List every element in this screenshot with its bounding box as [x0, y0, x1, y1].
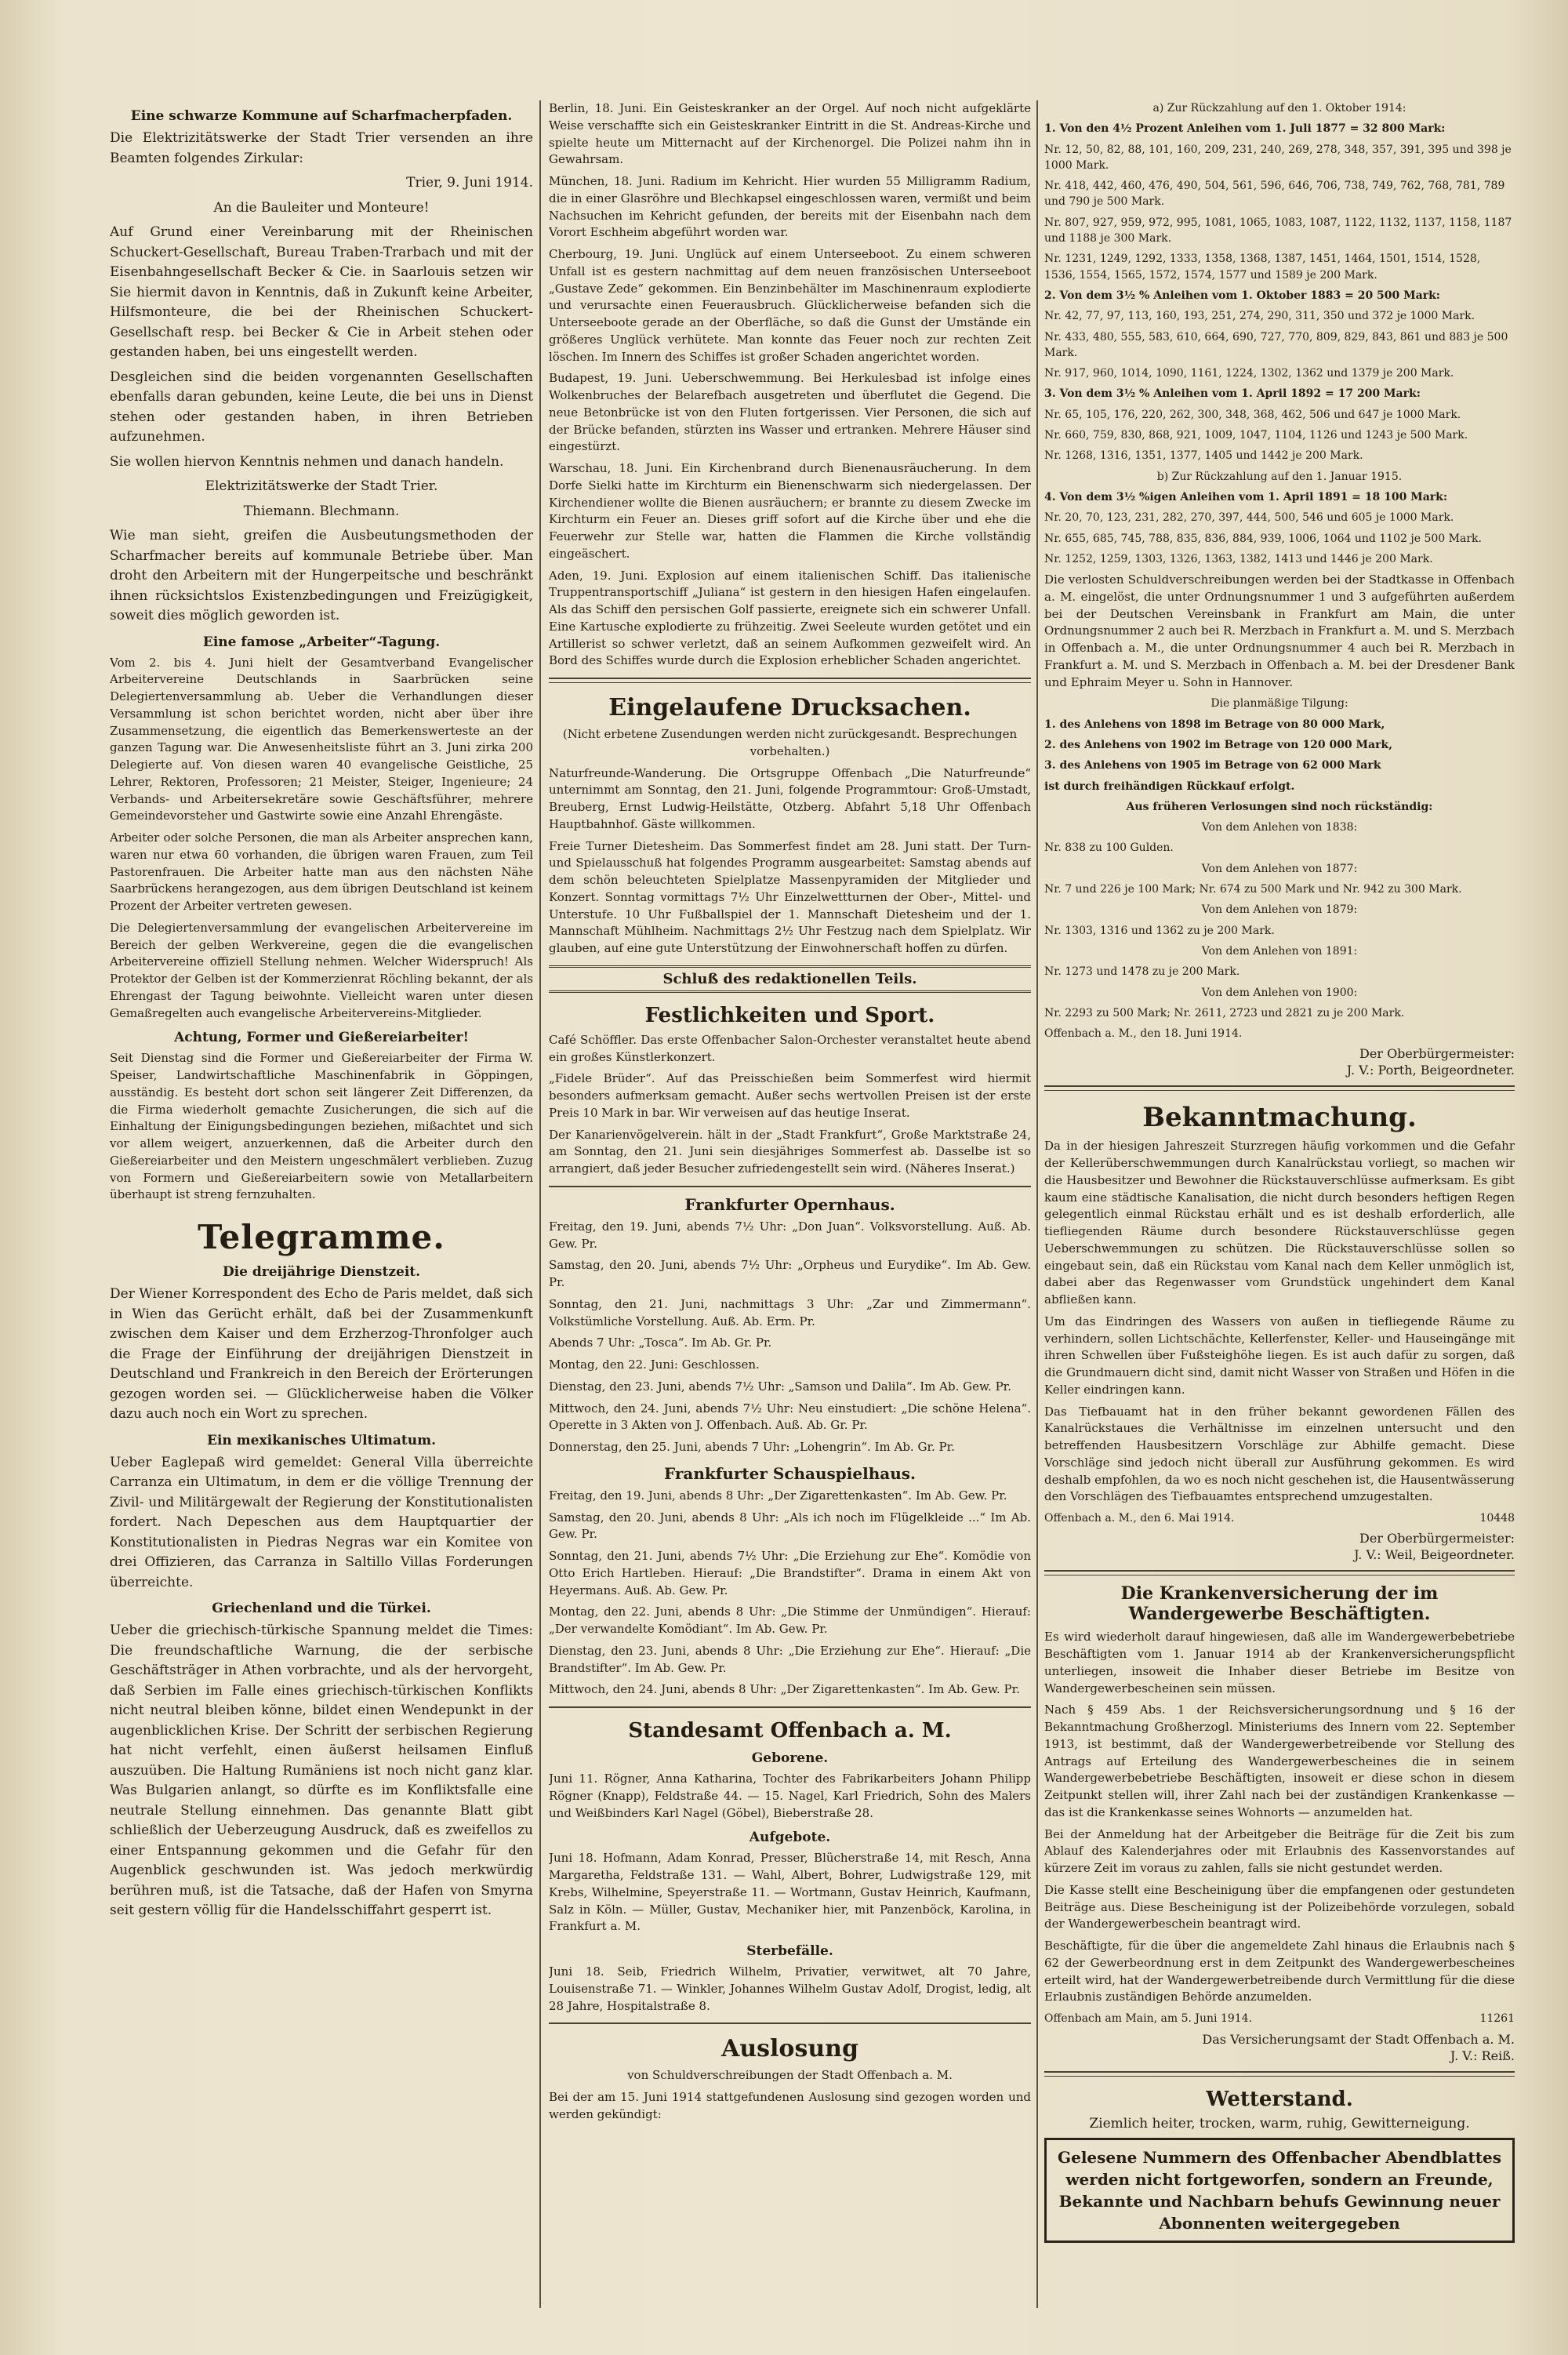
article-heading: Achtung, Former und Gießereiarbeiter! [174, 1030, 469, 1046]
divider [1044, 1085, 1515, 1091]
news-item: „Fidele Brüder“. Auf das Preisschießen beim Sommerfest wird hiermit besonders aufmerksam gemacht. Außer sechs wertvollen Preisen ist der erste Preis 10 Mark in bar. Wir verweisen auf das heutige Inserat. [549, 1071, 1031, 1120]
paragraph: Die Delegiertenversammlung der evangelischen Arbeitervereine im Bereich der gelben Werkvereine, gegen die die evangelischen Arbeitervereine offiziell Stellung nehmen. Welcher Widerspruch! Als Protektor der Gelben ist der Kommerzienrat Röchling bekannt, der als Ehrengast der Tagung beiwohnte. Vielleicht waren unter diesen Gemaßregelten auch evangelische Arbeitervereins-Mitglieder. [110, 920, 533, 1020]
paragraph: Die Elektrizitätswerke der Stadt Trier versenden an ihre Beamten folgendes Zirkular: [110, 130, 533, 166]
paragraph: Die verlosten Schuldverschreibungen werden bei der Stadtkasse in Offenbach a. M. eingelöst, die unter Ordnungsnummer 1 und 3 aufgeführten außerdem bei der Deutschen Vereinsbank in Frankfurt am Main, die unter Ordnungsnummer 2 auch bei R. Merzbach in Frankfurt a. M. und S. Merzbach in Offenbach a. M., die unter Ordnungsnummer 4 auch bei R. Merzbach in Frankfurt a. M. und S. Merzbach in Offenbach a. M. bei der Dresdener Bank und Ephraim Meyer u. Sohn in Hannover. [1044, 572, 1515, 689]
table-row: ist durch freihändigen Rückkauf erfolgt. [1044, 780, 1295, 793]
paragraph: Die Kasse stellt eine Bescheinigung über die empfangenen oder gestundeten Beiträge aus. Diese Bescheinigung ist der Polizeibehörde vorzulegen, sobald der Wandergewerbeschein beantragt wird. [1044, 1882, 1515, 1932]
program-entry: Mittwoch, den 24. Juni, abends 7½ Uhr: Neu einstudiert: „Die schöne Helena“. Operette in 3 Akten von J. Offenbach. Auß. Ab. Gr. Pr. [549, 1401, 1031, 1433]
section-title-standesamt: Standesamt Offenbach a. M. [628, 1719, 952, 1743]
table-row: Nr. 1231, 1249, 1292, 1333, 1358, 1368, 1387, 1451, 1464, 1501, 1514, 1528, 1536, 1554, 1565, 1572, 1574, 1577 und 1589 je 200 Mark. [1044, 253, 1481, 282]
program-entry: Dienstag, den 23. Juni, abends 7½ Uhr: „Samson und Dalila“. Im Ab. Gew. Pr. [549, 1379, 1011, 1394]
program-entry: Freitag, den 19. Juni, abends 8 Uhr: „Der Zigarettenkasten“. Im Ab. Gew. Pr. [549, 1488, 1007, 1503]
subheading: von Schuldverschreibungen der Stadt Offenbach a. M. [627, 2068, 953, 2083]
table-row: Nr. 1252, 1259, 1303, 1326, 1363, 1382, 1413 und 1446 je 200 Mark. [1044, 552, 1433, 565]
table-row: Nr. 660, 759, 830, 868, 921, 1009, 1047, 1104, 1126 und 1243 je 500 Mark. [1044, 429, 1468, 442]
divider [549, 678, 1031, 683]
news-item: Café Schöffler. Das erste Offenbacher Salon-Orchester veranstaltet heute abend ein großes Künstlerkonzert. [549, 1032, 1031, 1064]
paragraph: Sie wollen hiervon Kenntnis nehmen und danach handeln. [110, 453, 504, 470]
paragraph: Bei der am 15. Juni 1914 stattgefundenen Auslosung sind gezogen worden und werden gekündigt: [549, 2090, 1031, 2121]
paragraph: Arbeiter oder solche Personen, die man als Arbeiter ansprechen kann, waren nur etwa 60 vorhanden, die übrigen waren Frauen, zum Teil Pastorenfrauen. Die Arbeiter hatte man aus den nächsten Nähe Saarbrückens herangezogen, aus dem übrigen Deutschland ist keinem Prozent der Arbeiter vertreten gewesen. [110, 830, 533, 913]
program-entry: Dienstag, den 23. Juni, abends 8 Uhr: „Die Erziehung zur Ehe“. Hierauf: „Die Brandstifter“. Im Ab. Gew. Pr. [549, 1643, 1031, 1675]
divider [1044, 1570, 1515, 1575]
news-item: Budapest, 19. Juni. Ueberschwemmung. Bei Herkulesbad ist infolge eines Wolkenbruches der Belarefbach ausgetreten und überflutet die Gegend. Die neue Betonbrücke ist von den Fluten fortgerissen. Vier Personen, die sich auf der Brücke befanden, stürzten ins Wasser und ertranken. Mehrere Häuser sind eingestürzt. [549, 371, 1031, 454]
table-heading: 2. Von dem 3½ % Anleihen vom 1. Oktober 1883 = 20 500 Mark: [1044, 289, 1440, 302]
signature: Der Oberbürgermeister: [1359, 1531, 1515, 1546]
article-heading: Eine famose „Arbeiter“-Tagung. [202, 634, 441, 650]
table-row: Nr. 838 zu 100 Gulden. [1044, 841, 1174, 855]
section-title-krankenversicherung: Die Krankenversicherung der im Wandergewerbe Beschäftigten. [1120, 1583, 1439, 1625]
signature: J. V.: Porth, Beigeordneter. [1346, 1063, 1515, 1078]
signature: J. V.: Reiß. [1450, 2048, 1515, 2063]
table-row: 2. des Anlehens von 1902 im Betrage von 120 000 Mark, [1044, 738, 1393, 751]
table-heading: Von dem Anlehen von 1877: [1201, 862, 1358, 875]
table-row: 1. des Anlehens von 1898 im Betrage von 80 000 Mark, [1044, 718, 1385, 731]
table-row: Nr. 20, 70, 123, 231, 282, 270, 397, 444, 500, 546 und 605 je 1000 Mark. [1044, 511, 1454, 525]
table-row: Nr. 917, 960, 1014, 1090, 1161, 1224, 1302, 1362 und 1379 je 200 Mark. [1044, 367, 1454, 380]
program-entry: Freitag, den 19. Juni, abends 7½ Uhr: „Don Juan“. Volksvorstellung. Auß. Ab. Gew. Pr. [549, 1219, 1031, 1251]
table-row: Nr. 1303, 1316 und 1362 zu je 200 Mark. [1044, 924, 1275, 937]
column-middle [549, 100, 1031, 2308]
news-item: Aden, 19. Juni. Explosion auf einem italienischen Schiff. Das italienische Truppentransportschiff „Juliana“ ist gestern in den hiesigen Hafen eingelaufen. Als das Schiff den persischen Golf passierte, ereignete sich ein schwerer Unfall. Eine Kartusche explodierte zu frühzeitig. Zwei Seeleute wurden getötet und ein Artillerist so schwer verletzt, daß an seinem Aufkommen gezweifelt wird. An Bord des Schiffes wurde durch die Explosion erheblicher Schaden angerichtet. [549, 568, 1031, 668]
paragraph: Beschäftigte, für die über die angemeldete Zahl hinaus die Erlaubnis nach § 62 der Gewerbeordnung erst in dem Zeitpunkt des Wandergewerbescheines erteilt wird, hat der Wandergewerbetreibende durch Vermittlung für die diese Erlaubnis zuständigen Behörde anzumelden. [1044, 1939, 1515, 2004]
news-item: Freie Turner Dietesheim. Das Sommerfest findet am 28. Juni statt. Der Turn- und Spielausschuß hat folgendes Programm ausgearbeitet: Samstag abends auf dem schön beleuchteten Spielplatze Massenpyramiden der Mitglieder und Konzert. Sonntag vormittags 7½ Uhr Einzelwettturnen der Ober-, Mittel- und Unterstufe. 10 Uhr Fußballspiel der 1. Mannschaft Dietesheim und der 1. Mannschaft Mühlheim. Nachmittags 2½ Uhr Festzug nach dem Spielplatz. Wir glauben, auf eine gute Unterstützung der Einwohnerschaft hoffen zu dürfen. [549, 838, 1031, 955]
paragraph: Auf Grund einer Vereinbarung mit der Rheinischen Schuckert-Gesellschaft, Bureau Traben-Trarbach und mit der Eisenbahngesellschaft Becker & Cie. in Saarlouis setzen wir Sie hiermit davon in Kenntnis, daß in Zukunft keine Arbeiter, Hilfsmonteure, die bei der Rheinischen Schuckert-Gesellschaft resp. bei Becker & Cie in Arbeit stehen oder gestanden haben, bei uns eingestellt werden. [110, 224, 533, 360]
table-heading: 3. Von dem 3½ % Anleihen vom 1. April 1892 = 17 200 Mark: [1044, 387, 1421, 401]
program-entry: Samstag, den 20. Juni, abends 7½ Uhr: „Orpheus und Eurydike“. Im Ab. Gew. Pr. [549, 1258, 1031, 1289]
register-entry: Juni 18. Hofmann, Adam Konrad, Presser, Blücherstraße 14, mit Resch, Anna Margaretha, Feldstraße 131. — Wahl, Albert, Bohrer, Ludwigstraße 129, mit Krebs, Wilhelmine, Speyerstraße 11. — Wortmann, Gustav Heinrich, Kaufmann, Salz in Köln. — Müller, Gustav, Mechaniker hier, mit Panzenböck, Karolina, in Frankfurt a. M. [549, 1851, 1031, 1934]
table-row: 3. des Anlehens von 1905 im Betrage von 62 000 Mark [1044, 759, 1381, 772]
table-heading: Aus früheren Verlosungen sind noch rückständig: [1126, 800, 1433, 813]
table-heading: Die planmäßige Tilgung: [1210, 697, 1348, 710]
table-heading: Von dem Anlehen von 1891: [1201, 944, 1358, 958]
subheading: Sterbefälle. [746, 1943, 833, 1959]
program-entry: Abends 7 Uhr: „Tosca“. Im Ab. Gr. Pr. [549, 1336, 772, 1350]
ad-number: 11261 [1479, 2012, 1515, 2026]
subheading: Aufgebote. [749, 1830, 831, 1846]
signature: J. V.: Weil, Beigeordneter. [1354, 1547, 1515, 1563]
paragraph: Ueber die griechisch-türkische Spannung meldet die Times: Die freundschaftliche Warnung, die der serbische Geschäftsträger in Athen vorbrachte, und als der hervorgeht, daß Serbien im Falle eines griechisch-türkischen Konflikts nicht neutral bleiben könne, bildet einen Wendepunkt in der augenblicklichen Krise. Der Schritt der serbischen Regierung hat nicht verfehlt, einen äußerst heilsamen Einfluß auszuüben. Die Haltung Rumäniens ist noch nicht ganz klar. Was Bulgarien anlangt, so dürfte es im Konfliktsfalle eine neutrale Stellung einnehmen. Das genannte Blatt gibt schließlich der Ueberzeugung Ausdruck, daß es zweifellos zu einer Entspannung gekommen und die Gefahr für den Augenblick geschwunden ist. Was jedoch merkwürdig berühren muß, ist die Tatsache, daß der Hafen von Smyrna seit gestern völlig für die Handelsschiffahrt gesperrt ist. [110, 1623, 533, 1918]
paragraph: Da in der hiesigen Jahreszeit Sturzregen häufig vorkommen und die Gefahr der Kellerüberschwemmungen durch Kanalrückstau vorliegt, so machen wir die Hausbesitzer und Bewohner die Rückstauverschlüsse aufmerksam. Es gibt kaum eine städtische Kanalisation, die nicht durch besonders heftigen Regen gelegentlich einmal Rückstau erhält und es ist deshalb erforderlich, alle tiefliegenden Räume durch besondere Rückstauverschlüsse gegen Ueberschwemmungen zu schützen. Die Rückstauverschlüsse sollen so eingebaut sein, daß ein Rückstau vom Kanal nach dem Keller unmöglich ist, dabei aber das Regenwasser vom Grundstück ungehindert dem Kanal abfließen kann. [1044, 1139, 1515, 1307]
date-row [1044, 2011, 1515, 2026]
article-heading: Eine schwarze Kommune auf Scharfmacherpfaden. [130, 108, 513, 124]
paragraph: Wie man sieht, greifen die Ausbeutungsmethoden der Scharfmacher bereits auf kommunale Betriebe über. Man droht den Arbeitern mit der Hungerpeitsche und beschränkt ihnen rücksichtslos Existenzbedingungen und Freizügigkeit, soweit dies möglich geworden ist. [110, 528, 533, 623]
signature: Thiemann. Blechmann. [243, 503, 400, 519]
column-rule [1036, 100, 1038, 2308]
weather-forecast: Ziemlich heiter, trocken, warm, ruhig, Gewitterneigung. [1089, 2115, 1470, 2131]
section-title-schauspielhaus: Frankfurter Schauspielhaus. [664, 1463, 916, 1483]
news-item: Cherbourg, 19. Juni. Unglück auf einem Unterseeboot. Zu einem schweren Unfall ist es gestern nachmittag auf dem neuen französischen Unterseeboot „Gustave Zede“ gekommen. Ein Benzinbehälter im Maschinenraum explodierte und verursachte einen Feuerausbruch. Glücklicherweise befanden sich die Unterseeboote gerade an der Oberfläche, so daß die Gunst der Umstände ein größeres Unglück verhütete. Man konnte das Feuer noch zur rechten Zeit löschen. Im Innern des Schiffes ist großer Schaden angerichtet worden. [549, 247, 1031, 364]
divider [549, 2022, 1031, 2024]
section-note: (Nicht erbetene Zusendungen werden nicht zurückgesandt. Besprechungen vorbehalten.) [562, 727, 1018, 758]
paragraph: Seit Dienstag sind die Former und Gießereiarbeiter der Firma W. Speiser, Landwirtschaftliche Maschinenfabrik in Göppingen, ausständig. Es besteht dort schon seit längerer Zeit Differenzen, da die Firma wiederholt gemachte Zusicherungen, die sich auf die Einhaltung der Einigungsbedingungen beziehen, mißachtet und sich vor allem weigert, anzuerkennen, daß die Arbeiter durch den Gießereiarbeiter und den Meistern ungeschmälert verblieben. Zuzug von Formern und Gießereiarbeitern sowie von Metallarbeitern überhaupt ist streng fernzuhalten. [110, 1051, 533, 1202]
table-row: Nr. 433, 480, 555, 583, 610, 664, 690, 727, 770, 809, 829, 843, 861 und 883 je 500 Mark. [1044, 330, 1508, 359]
date-line: Offenbach a. M., den 6. Mai 1914. [1044, 1512, 1235, 1525]
date-row [1044, 1510, 1515, 1526]
program-entry: Montag, den 22. Juni: Geschlossen. [549, 1357, 760, 1372]
date-line: Offenbach am Main, am 5. Juni 1914. [1044, 2012, 1253, 2026]
table-heading: Von dem Anlehen von 1838: [1201, 821, 1358, 834]
paragraph: Ueber Eaglepaß wird gemeldet: General Villa überreichte Carranza ein Ultimatum, in dem er die völlige Trennung der Zivil- und Militärgewalt der Regierung der Konstitutionalisten fordert. Nach Depeschen aus dem Hauptquartier der Konstitutionalisten in Piedras Negras war ein Komitee von drei Offizieren, das Carranza in Saltillo Villas Forderungen überreichte. [110, 1454, 533, 1590]
section-title-festlichkeiten: Festlichkeiten und Sport. [644, 1003, 935, 1027]
news-item: Der Kanarienvögelverein. hält in der „Stadt Frankfurt“, Große Marktstraße 24, am Sonntag, den 21. Juni sein diesjähriges Sommerfest ab. Dasselbe ist so arrangiert, daß jeder Besucher zufriedengestellt sein wird. (Näheres Inserat.) [549, 1127, 1031, 1176]
signature: Elektrizitätswerke der Stadt Trier. [205, 478, 438, 494]
theatre-program [549, 1488, 1031, 1699]
salutation: An die Bauleiter und Monteure! [213, 199, 430, 216]
table-row: Nr. 418, 442, 460, 476, 490, 504, 561, 596, 646, 706, 738, 749, 762, 768, 781, 789 und 790 je 500 Mark. [1044, 180, 1505, 209]
end-of-editorial: Schluß des redaktionellen Teils. [549, 965, 1031, 993]
signature: Das Versicherungsamt der Stadt Offenbach a. M. [1202, 2031, 1515, 2047]
date-line: Offenbach a. M., den 18. Juni 1914. [1044, 1027, 1243, 1041]
paragraph: Um das Eindringen des Wassers von außen in tiefliegende Räume zu verhindern, sollen Lichtschächte, Kellerfenster, Keller- und Hauseingänge mit ihren Schwellen über Fußsteighöhe liegen. Es ist auch dafür zu sorgen, daß die Grundmauern dicht sind, damit nicht Wasser von Straßen und Höfen in die Keller eindringen kann. [1044, 1314, 1515, 1397]
opera-program [549, 1219, 1031, 1456]
section-title-telegramme: Telegramme. [198, 1218, 445, 1256]
table-row: Nr. 42, 77, 97, 113, 160, 193, 251, 274, 290, 311, 350 und 372 je 1000 Mark. [1044, 310, 1475, 323]
table-heading: Von dem Anlehen von 1879: [1201, 903, 1358, 917]
section-title-wetter: Wetterstand. [1206, 2087, 1353, 2111]
divider [549, 1186, 1031, 1187]
program-entry: Samstag, den 20. Juni, abends 8 Uhr: „Als ich noch im Flügelkleide ...“ Im Ab. Gew. Pr. [549, 1510, 1031, 1542]
section-title-drucksachen: Eingelaufene Drucksachen. [608, 694, 971, 721]
program-entry: Mittwoch, den 24. Juni, abends 8 Uhr: „Der Zigarettenkasten“. Im Ab. Gew. Pr. [549, 1682, 1020, 1697]
program-entry: Montag, den 22. Juni, abends 8 Uhr: „Die Stimme der Unmündigen“. Hierauf: „Der verwandelte Komödiant“. Im Ab. Gew. Pr. [549, 1605, 1031, 1636]
subheading: Geborene. [751, 1750, 829, 1766]
paragraph: Es wird wiederholt darauf hingewiesen, daß alle im Wandergewerbebetriebe Beschäftigten vom 1. Januar 1914 ab der Krankenversicherungspflicht unterliegen, insoweit die Inhaber dieser Betriebe im Besitze von Wandergewerbescheinen sein müssen. [1044, 1630, 1515, 1695]
paragraph: Der Wiener Korrespondent des Echo de Paris meldet, daß sich in Wien das Gerücht erhält, daß bei der Zusammenkunft zwischen dem Kaiser und dem Erzherzog-Thronfolger auch die Frage der Einführung der dreijährigen Dienstzeit in Deutschland und Frankreich in den Bereich der Erörterungen gezogen worden sei. — Glücklicherweise haben die Völker dazu auch noch ein Wort zu sprechen. [110, 1286, 533, 1422]
table-heading: a) Zur Rückzahlung auf den 1. Oktober 1914: [1152, 102, 1406, 114]
table-heading: 1. Von den 4½ Prozent Anleihen vom 1. Juli 1877 = 32 800 Mark: [1044, 122, 1446, 136]
paragraph: Desgleichen sind die beiden vorgenannten Gesellschaften ebenfalls daran gebunden, keine Leute, die bei uns in Dienst stehen oder gestanden haben, in ihren Betrieben aufzunehmen. [110, 369, 533, 445]
news-item: Naturfreunde-Wanderung. Die Ortsgruppe Offenbach „Die Naturfreunde“ unternimmt am Sonntag, den 21. Juni, folgende Programmtour: Groß-Umstadt, Breuberg, Ernst Ludwig-Heilstätte, Otzberg. Abfahrt 5,18 Uhr Offenbach Hauptbahnhof. Gäste willkommen. [549, 765, 1031, 831]
article-heading: Griechenland und die Türkei. [212, 1601, 431, 1616]
divider [1044, 2071, 1515, 2077]
column-left [110, 100, 533, 2308]
section-title-bekanntmachung: Bekanntmachung. [1142, 1102, 1417, 1134]
signature: Der Oberbürgermeister: [1359, 1046, 1515, 1062]
paragraph: Das Tiefbauamt hat in den früher bekannt gewordenen Fällen des Kanalrückstaues die Verhältnisse im einzelnen untersucht und den betreffenden Hausbesitzern Vorschläge zur Abhilfe gemacht. Diese Vorschläge sind jedoch nicht überall zur Ausführung gekommen. Es wird deshalb empfohlen, da wo es noch nicht geschehen ist, die Hausentwässerung den Vorschlägen des Tiefbauamtes entsprechend umzugestalten. [1044, 1404, 1515, 1504]
program-entry: Sonntag, den 21. Juni, nachmittags 3 Uhr: „Zar und Zimmermann“. Volkstümliche Vorstellung. Auß. Ab. Erm. Pr. [549, 1296, 1031, 1328]
article-heading: Ein mexikanisches Ultimatum. [206, 1432, 436, 1448]
column-rule [539, 100, 541, 2308]
divider [549, 1706, 1031, 1708]
news-item: Warschau, 18. Juni. Ein Kirchenbrand durch Bienenausräucherung. In dem Dorfe Sielki hatte im Kirchturm ein Bienenschwarm sich niedergelassen. Der Kirchendiener wollte die Bienen ausräuchern; er brannte zu diesem Zwecke im Kirchturm ein Feuer an. Dieses griff sofort auf die Kirche über und ehe die Feuerwehr zur Stelle war, hatten die Flammen die Kirche vollständig eingeäschert. [549, 461, 1031, 561]
register-entry: Juni 18. Seib, Friedrich Wilhelm, Privatier, verwitwet, alt 70 Jahre, Louisenstraße 71. — Winkler, Johannes Wilhelm Gustav Adolf, Drogist, ledig, alt 28 Jahre, Hospitalstraße 8. [549, 1964, 1031, 2013]
table-row: Nr. 807, 927, 959, 972, 995, 1081, 1065, 1083, 1087, 1122, 1132, 1137, 1158, 1187 und 1188 je 300 Mark. [1044, 216, 1512, 245]
date-line: Trier, 9. Juni 1914. [406, 175, 533, 191]
table-row: Nr. 2293 zu 500 Mark; Nr. 2611, 2723 und 2821 zu je 200 Mark. [1044, 1006, 1405, 1019]
readers-notice-box: Gelesene Nummern des Offenbacher Abendblattes werden nicht fortgeworfen, sondern an Freunde, Bekannte und Nachbarn behufs Gewinnung neuer Abonnenten weitergegeben [1044, 2138, 1515, 2243]
program-entry: Sonntag, den 21. Juni, abends 7½ Uhr: „Die Erziehung zur Ehe“. Komödie von Otto Erich Hartleben. Hierauf: „Die Brandstifter“. Drama in einem Akt von Heyermans. Auß. Ab. Gew. Pr. [549, 1549, 1031, 1597]
table-row: Nr. 1273 und 1478 zu je 200 Mark. [1044, 965, 1240, 979]
news-item: München, 18. Juni. Radium im Kehricht. Hier wurden 55 Milligramm Radium, die in einer Glasröhre und Blechkapsel eingeschlossen waren, vermißt und beim Nachsuchen im Kehricht gefunden, der bereits mit der Eisenbahn nach dem Vorort Eschheim abgeführt worden war. [549, 174, 1031, 240]
paragraph: Vom 2. bis 4. Juni hielt der Gesamtverband Evangelischer Arbeitervereine Deutschlands in Saarbrücken seine Delegiertenversammlung ab. Ueber die Verhandlungen dieser Versammlung ist schon berichtet worden, nicht aber über ihre Zusammensetzung, die eigentlich das Bemerkenswerteste an der ganzen Tagung war. Die Anwesenheitsliste führt an 3. Juni zirka 200 Delegierte auf. Von diesen waren 40 evangelische Geistliche, 25 Lehrer, Rektoren, Professoren; 21 Meister, Steiger, Ingenieure; 24 Verbands- und Arbeitersekretäre sowie Geschäftsführer, mehrere Gemeindevorsteher und Gastwirte sowie eine Anzahl Ehrengäste. [110, 655, 533, 823]
section-title-opernhaus: Frankfurter Opernhaus. [684, 1194, 895, 1214]
paragraph: Nach § 459 Abs. 1 der Reichsversicherungsordnung und § 16 der Bekanntmachung Großherzogl. Ministeriums des Innern vom 22. September 1913, ist bestimmt, daß der Wandergewerbetreibende vor Stellung des Antrags auf Erteilung des Wandergewerbescheines die in seinem Wandergewerbebetriebe Beschäftigten, insoweit er diese schon in diesem Zeitpunkt stellen will, ihrer Zahl nach bei der zuständigen Krankenkasse — das ist die Krankenkasse seines Wohnorts — anzumelden hat. [1044, 1703, 1515, 1819]
table-row: Nr. 12, 50, 82, 88, 101, 160, 209, 231, 240, 269, 278, 348, 357, 391, 395 und 398 je 1000 Mark. [1044, 143, 1512, 172]
paragraph: Bei der Anmeldung hat der Arbeitgeber die Beiträge für die Zeit bis zum Ablauf des Kalenderjahres oder mit Erlaubnis des Kassenvorstandes auf kürzere Zeit im voraus zu zahlen, falls sie nicht gestundet werden. [1044, 1826, 1515, 1876]
table-row: Nr. 7 und 226 je 100 Mark; Nr. 674 zu 500 Mark und Nr. 942 zu 300 Mark. [1044, 883, 1462, 896]
table-row: Nr. 1268, 1316, 1351, 1377, 1405 und 1442 je 200 Mark. [1044, 449, 1363, 463]
news-item: Berlin, 18. Juni. Ein Geisteskranker an der Orgel. Auf noch nicht aufgeklärte Weise verschaffte sich ein Geisteskranker Eintritt in die St. Andreas-Kirche und spielte heute um Mitternacht auf der Kirchenorgel. Die Polizei nahm ihn in Gewahrsam. [549, 101, 1031, 167]
register-entry: Juni 11. Rögner, Anna Katharina, Tochter des Fabrikarbeiters Johann Philipp Rögner (Knapp), Feldstraße 44. — 15. Nagel, Karl Friedrich, Sohn des Malers und Weißbinders Karl Nagel (Göbel), Bieberstraße 28. [549, 1772, 1031, 1820]
table-row: Nr. 655, 685, 745, 788, 835, 836, 884, 939, 1006, 1064 und 1102 je 500 Mark. [1044, 532, 1482, 545]
table-row: Nr. 65, 105, 176, 220, 262, 300, 348, 368, 462, 506 und 647 je 1000 Mark. [1044, 408, 1461, 421]
table-heading: b) Zur Rückzahlung auf den 1. Januar 1915. [1156, 470, 1403, 483]
column-right [1044, 100, 1515, 2308]
program-entry: Donnerstag, den 25. Juni, abends 7 Uhr: „Lohengrin“. Im Ab. Gr. Pr. [549, 1440, 955, 1454]
table-heading: Von dem Anlehen von 1900: [1201, 986, 1358, 999]
article-heading: Die dreijährige Dienstzeit. [222, 1264, 421, 1280]
section-title-auslosung: Auslosung [721, 2035, 858, 2063]
ad-number: 10448 [1479, 1512, 1515, 1525]
table-heading: 4. Von dem 3½ %igen Anleihen vom 1. April 1891 = 18 100 Mark: [1044, 490, 1448, 503]
